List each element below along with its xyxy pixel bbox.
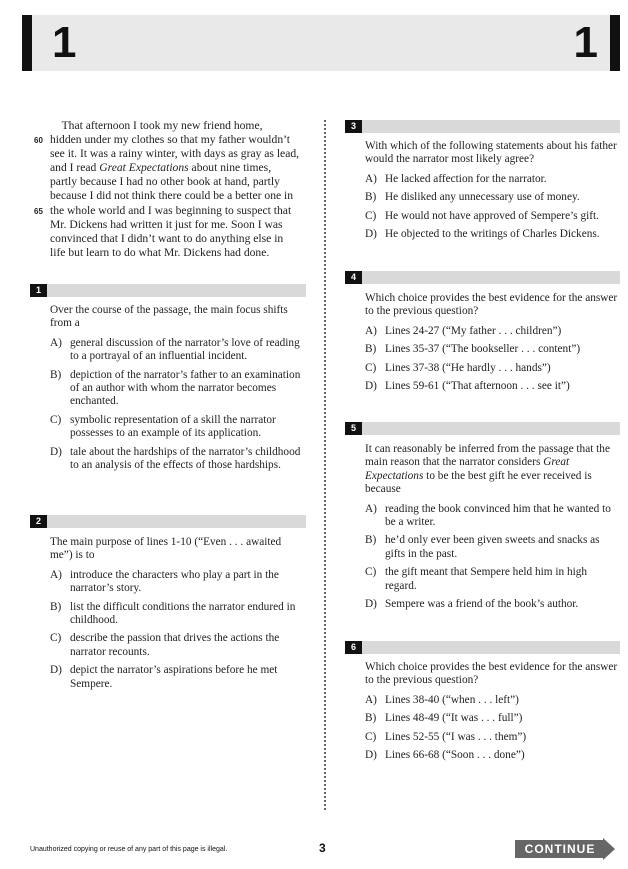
question-header-bar (345, 120, 620, 133)
choice-text: Lines 59-61 (“That afternoon . . . see it”) (385, 380, 570, 393)
choice-letter: D) (365, 749, 377, 762)
passage-line (50, 218, 308, 232)
answer-choice-d[interactable] (365, 228, 621, 241)
choice-letter: A) (365, 324, 377, 337)
answer-choice-a[interactable] (365, 694, 621, 707)
choice-letter: D) (365, 380, 377, 393)
choice-text: reading the book convinced him that he wanted to be a writer. (385, 502, 611, 529)
question-stem: Which choice provides the best evidence for the answer to the previous question? (365, 292, 618, 318)
answer-choice-c[interactable] (365, 731, 621, 744)
header-bar-right (610, 15, 620, 71)
choice-letter: D) (365, 228, 377, 241)
reading-passage (34, 119, 308, 260)
choice-text: introduce the characters who play a part in the narrator’s story. (70, 568, 279, 595)
question-number: 3 (345, 120, 362, 133)
answer-choice-d[interactable] (365, 749, 621, 762)
page-number: 3 (319, 841, 326, 855)
choice-letter: B) (50, 368, 62, 381)
answer-choice-c[interactable] (365, 210, 621, 223)
answer-choice-b[interactable] (365, 191, 621, 204)
question-stem: Over the course of the passage, the main focus shifts from a (50, 304, 288, 330)
choice-letter: C) (365, 730, 377, 743)
choice-letter: C) (365, 209, 377, 222)
question-header-bar (345, 641, 620, 654)
choice-text: Lines 66-68 (“Soon . . . done”) (385, 749, 525, 762)
question-6 (365, 661, 621, 767)
passage-line (50, 175, 308, 189)
passage-line-text: That afternoon I took my new friend home, (50, 119, 263, 132)
choice-letter: C) (50, 413, 62, 426)
choice-text: He objected to the writings of Charles Dickens. (385, 228, 600, 241)
question-number: 5 (345, 422, 362, 435)
continue-label: CONTINUE (524, 842, 596, 856)
question-5 (365, 443, 621, 616)
line-number: 60 (34, 136, 43, 146)
passage-line (50, 161, 308, 175)
question-number: 6 (345, 641, 362, 654)
answer-choice-c[interactable] (50, 414, 306, 441)
passage-line (50, 232, 308, 246)
question-header-bar (345, 422, 620, 435)
answer-choice-d[interactable] (50, 446, 306, 473)
answer-choice-d[interactable] (365, 380, 621, 393)
choice-text: Lines 48-49 (“It was . . . full”) (385, 712, 523, 725)
column-divider (324, 120, 326, 810)
question-number: 1 (30, 284, 47, 297)
answer-choice-a[interactable] (365, 325, 621, 338)
passage-line (50, 147, 308, 161)
choice-letter: A) (365, 502, 377, 515)
passage-line (50, 189, 308, 203)
answer-choice-a[interactable] (365, 173, 621, 186)
choice-letter: D) (50, 445, 62, 458)
choice-letter: A) (365, 693, 377, 706)
choice-text: Lines 38-40 (“when . . . left”) (385, 693, 519, 706)
answer-choice-c[interactable] (365, 362, 621, 375)
line-number: 65 (34, 206, 43, 216)
question-header-bar (30, 284, 306, 297)
question-4 (365, 292, 621, 398)
question-header-bar (30, 515, 306, 528)
answer-choice-d[interactable] (50, 664, 306, 691)
question-1 (50, 304, 306, 477)
passage-line-text: life but learn to do what Mr. Dickens had done. (50, 245, 270, 259)
section-header-band (22, 15, 620, 71)
passage-line-text: hidden under my clothes so that my father wouldn’t (50, 133, 290, 147)
question-stem: Which choice provides the best evidence for the answer to the previous question? (365, 661, 618, 687)
choice-text: He lacked affection for the narrator. (385, 172, 547, 185)
question-2 (50, 536, 306, 696)
continue-button[interactable] (515, 838, 615, 860)
passage-line-text: because I did not think there could be a better one in (50, 189, 294, 203)
passage-line-text: the whole world and I was beginning to suspect that (50, 203, 292, 217)
passage-line (34, 203, 308, 218)
section-number-right: 1 (573, 18, 598, 67)
choice-text: Lines 37-38 (“He hardly . . . hands”) (385, 361, 551, 374)
choice-letter: B) (365, 534, 377, 547)
choice-text: He disliked any unnecessary use of money. (385, 191, 580, 204)
answer-choice-b[interactable] (50, 601, 306, 628)
answer-choice-c[interactable] (50, 632, 306, 659)
choice-letter: A) (365, 172, 377, 185)
choice-text: tale about the hardships of the narrator’s childhood to an analysis of the effects of those hardships. (70, 445, 301, 472)
choice-letter: A) (50, 336, 62, 349)
question-stem: With which of the following statements about his father would the narrator most likely agree? (365, 140, 617, 166)
passage-line-text: see it. It was a rainy winter, with days as gray as lead, (50, 147, 300, 161)
answer-choice-b[interactable] (50, 369, 306, 409)
choice-text: Lines 24-27 (“My father . . . children”) (385, 324, 562, 337)
question-number: 2 (30, 515, 47, 528)
choice-text: depiction of the narrator’s father to an examination of an author with whom the narrator becomes enchanted. (70, 368, 301, 408)
copyright-notice: Unauthorized copying or reuse of any part of this page is illegal. (30, 846, 228, 853)
answer-choice-c[interactable] (365, 566, 621, 593)
answer-choice-b[interactable] (365, 712, 621, 725)
choice-text: Sempere was a friend of the book’s author. (385, 598, 579, 611)
choice-letter: C) (365, 566, 377, 579)
answer-choice-b[interactable] (365, 343, 621, 356)
choice-text: symbolic representation of a skill the narrator possesses to an example of its application. (70, 413, 276, 440)
question-stem: It can reasonably be inferred from the passage that the main reason that the narrator considers Great Expectations to be the best gift he ever received is because (365, 443, 610, 496)
answer-choice-d[interactable] (365, 598, 621, 611)
passage-line-text: and I read Great Expectations about nine times, (50, 161, 272, 175)
passage-line-text: Mr. Dickens had written it just for me. Soon I was (50, 217, 283, 231)
choice-letter: B) (365, 712, 377, 725)
choice-text: list the difficult conditions the narrator endured in childhood. (70, 600, 296, 627)
choice-letter: B) (365, 343, 377, 356)
passage-line-text: convinced that I didn’t want to do anything else in (50, 231, 284, 245)
choice-letter: D) (365, 598, 377, 611)
choice-text: general discussion of the narrator’s love of reading to a portrayal of an influential incident. (70, 336, 300, 363)
passage-line (50, 119, 308, 133)
choice-text: Lines 52-55 (“I was . . . them”) (385, 730, 527, 743)
question-3 (365, 140, 621, 246)
choice-letter: A) (50, 568, 62, 581)
answer-choice-a[interactable] (365, 503, 621, 530)
choice-text: describe the passion that drives the actions the narrator recounts. (70, 632, 280, 658)
passage-line (50, 246, 308, 260)
choice-text: the gift meant that Sempere held him in high regard. (385, 566, 588, 592)
choice-letter: C) (50, 632, 62, 645)
choice-letter: D) (50, 664, 62, 677)
question-stem: The main purpose of lines 1-10 (“Even . . . awaited me”) is to (50, 536, 282, 562)
choice-text: depict the narrator’s aspirations before he met Sempere. (70, 664, 278, 690)
choice-text: He would not have approved of Sempere’s gift. (385, 209, 599, 222)
choice-letter: B) (50, 600, 62, 613)
question-number: 4 (345, 271, 362, 284)
choice-letter: B) (365, 191, 377, 204)
answer-choice-a[interactable] (50, 337, 306, 364)
choice-text: Lines 35-37 (“The bookseller . . . content”) (385, 343, 581, 356)
section-number-left: 1 (52, 18, 77, 67)
header-bar-left (22, 15, 32, 71)
choice-text: he’d only ever been given sweets and snacks as gifts in the past. (385, 534, 600, 560)
choice-letter: C) (365, 361, 377, 374)
passage-line (34, 133, 308, 147)
question-header-bar (345, 271, 620, 284)
passage-line-text: partly because I had no other book at hand, partly (50, 175, 280, 189)
answer-choice-a[interactable] (50, 569, 306, 596)
answer-choice-b[interactable] (365, 534, 621, 561)
